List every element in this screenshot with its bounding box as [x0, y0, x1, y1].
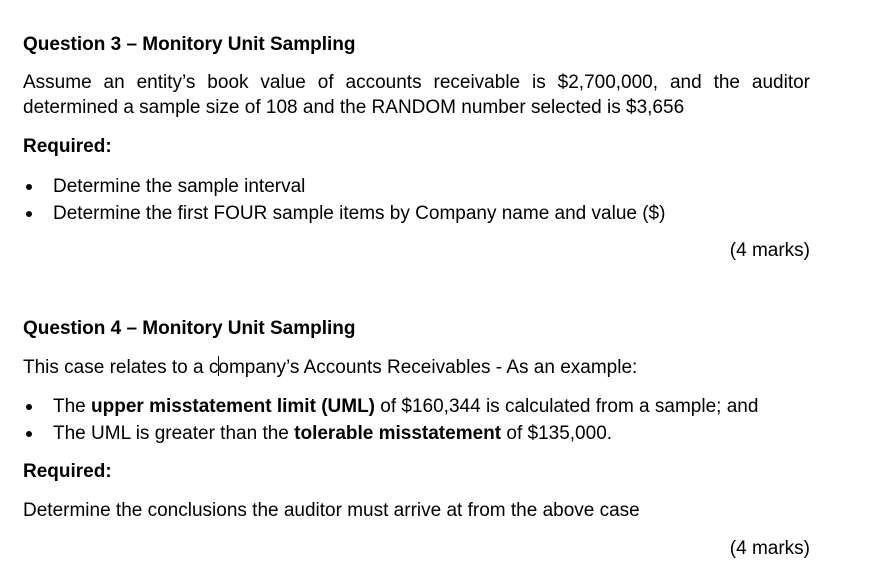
- q3-body: Assume an entity’s book value of accounts receivable is $2,700,000, and the auditor determined a sample size of 108 and the RANDOM number selected is $3,656: [23, 72, 810, 118]
- list-item: [23, 173, 810, 200]
- q4-bullet1-post: of $160,344 is calculated from a sample; and: [375, 396, 759, 417]
- q4-bullet2-bold: tolerable misstatement: [294, 423, 502, 444]
- q4-marks: (4 marks): [729, 538, 810, 559]
- list-item: [23, 420, 810, 447]
- q3-bullet-text: Determine the first FOUR sample items by Company name and value ($): [53, 203, 666, 224]
- q4-bullet2-pre: The UML is greater than the: [53, 423, 295, 444]
- q4-bullet1-bold: upper misstatement limit (UML): [91, 396, 376, 417]
- q3-heading: Question 3 – Monitory Unit Sampling: [23, 34, 356, 55]
- list-item: [23, 200, 810, 227]
- q4-required-label: Required:: [23, 461, 112, 482]
- q3-required-label: Required:: [23, 136, 112, 157]
- bullet-icon: [26, 211, 32, 217]
- q4-heading: Question 4 – Monitory Unit Sampling: [23, 318, 356, 339]
- bullet-icon: [26, 404, 32, 410]
- bullet-icon: [26, 431, 32, 437]
- q4-body-text-end: ompany’s Accounts Receivables - As an example:: [218, 357, 638, 378]
- q4-body-text-start: This case relates to a c: [23, 357, 219, 378]
- q3-bullet-text: Determine the sample interval: [53, 176, 306, 197]
- q3-marks: (4 marks): [729, 240, 810, 261]
- q3-bullet-list: [23, 173, 810, 227]
- q4-instruction: Determine the conclusions the auditor must arrive at from the above case: [23, 500, 640, 521]
- q4-body: [23, 356, 810, 379]
- q4-bullet1-pre: The: [53, 396, 92, 417]
- bullet-icon: [26, 184, 32, 190]
- q4-bullet2-post: of $135,000.: [501, 423, 613, 444]
- q4-bullet-list: [23, 393, 810, 447]
- list-item: [23, 393, 810, 420]
